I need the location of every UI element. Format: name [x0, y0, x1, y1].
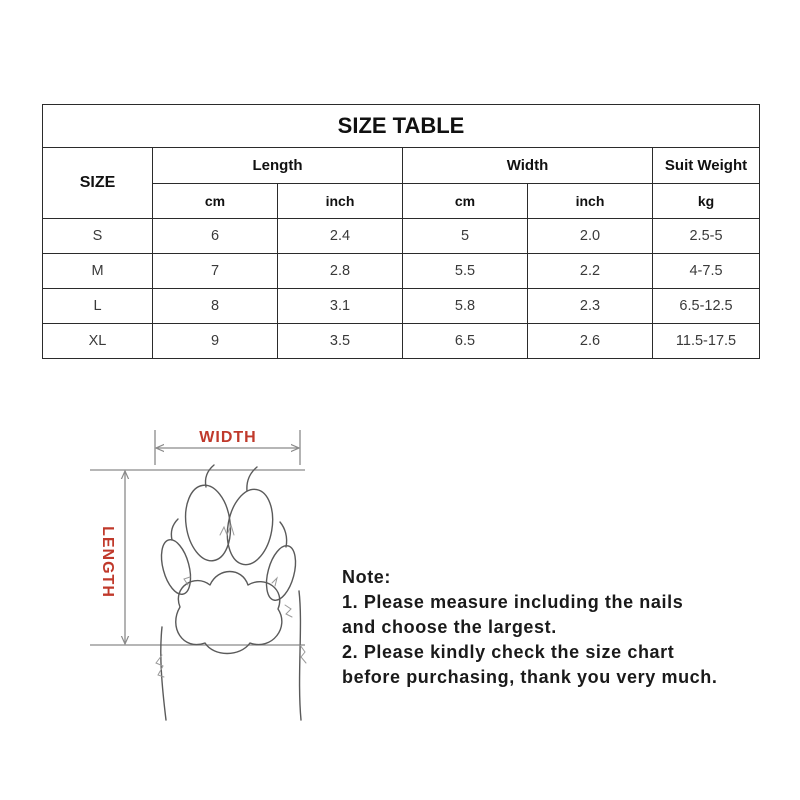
cell-length-cm: 6 [153, 219, 278, 254]
unit-length-cm: cm [153, 184, 278, 219]
cell-length-cm: 8 [153, 289, 278, 324]
cell-width-inch: 2.2 [528, 254, 653, 289]
table-row [43, 219, 760, 254]
cell-weight-kg: 6.5-12.5 [653, 289, 760, 324]
cell-width-cm: 6.5 [403, 324, 528, 359]
cell-length-inch: 3.1 [278, 289, 403, 324]
cell-width-cm: 5.5 [403, 254, 528, 289]
cell-width-cm: 5.8 [403, 289, 528, 324]
cell-weight-kg: 2.5-5 [653, 219, 760, 254]
paw-measurement-diagram [80, 415, 320, 730]
table-title-row [43, 105, 760, 148]
note-line: before purchasing, thank you very much. [342, 667, 718, 687]
length-label: LENGTH [98, 526, 116, 598]
size-table [42, 104, 760, 359]
cell-width-cm: 5 [403, 219, 528, 254]
cell-weight-kg: 4-7.5 [653, 254, 760, 289]
cell-length-inch: 2.4 [278, 219, 403, 254]
cell-width-inch: 2.0 [528, 219, 653, 254]
length-header: Length [153, 148, 403, 184]
unit-width-cm: cm [403, 184, 528, 219]
cell-width-inch: 2.3 [528, 289, 653, 324]
table-row [43, 254, 760, 289]
cell-weight-kg: 11.5-17.5 [653, 324, 760, 359]
cell-size: L [43, 289, 153, 324]
table-row [43, 289, 760, 324]
cell-size: XL [43, 324, 153, 359]
cell-length-cm: 7 [153, 254, 278, 289]
cell-width-inch: 2.6 [528, 324, 653, 359]
note-line: 1. Please measure including the nails [342, 592, 684, 612]
table-row [43, 324, 760, 359]
unit-length-inch: inch [278, 184, 403, 219]
cell-size: M [43, 254, 153, 289]
paw-sketch-icon [156, 465, 306, 720]
table-title: SIZE TABLE [43, 105, 760, 148]
cell-length-inch: 2.8 [278, 254, 403, 289]
note-line: 2. Please kindly check the size chart [342, 642, 675, 662]
note-line: and choose the largest. [342, 617, 557, 637]
size-header: SIZE [43, 148, 153, 219]
note-heading: Note: [342, 567, 391, 587]
cell-size: S [43, 219, 153, 254]
suit-weight-header: Suit Weight [653, 148, 760, 184]
width-label: WIDTH [199, 429, 257, 446]
unit-width-inch: inch [528, 184, 653, 219]
width-header: Width [403, 148, 653, 184]
note-block [342, 565, 782, 690]
cell-length-cm: 9 [153, 324, 278, 359]
cell-length-inch: 3.5 [278, 324, 403, 359]
unit-weight-kg: kg [653, 184, 760, 219]
table-header-row [43, 148, 760, 184]
